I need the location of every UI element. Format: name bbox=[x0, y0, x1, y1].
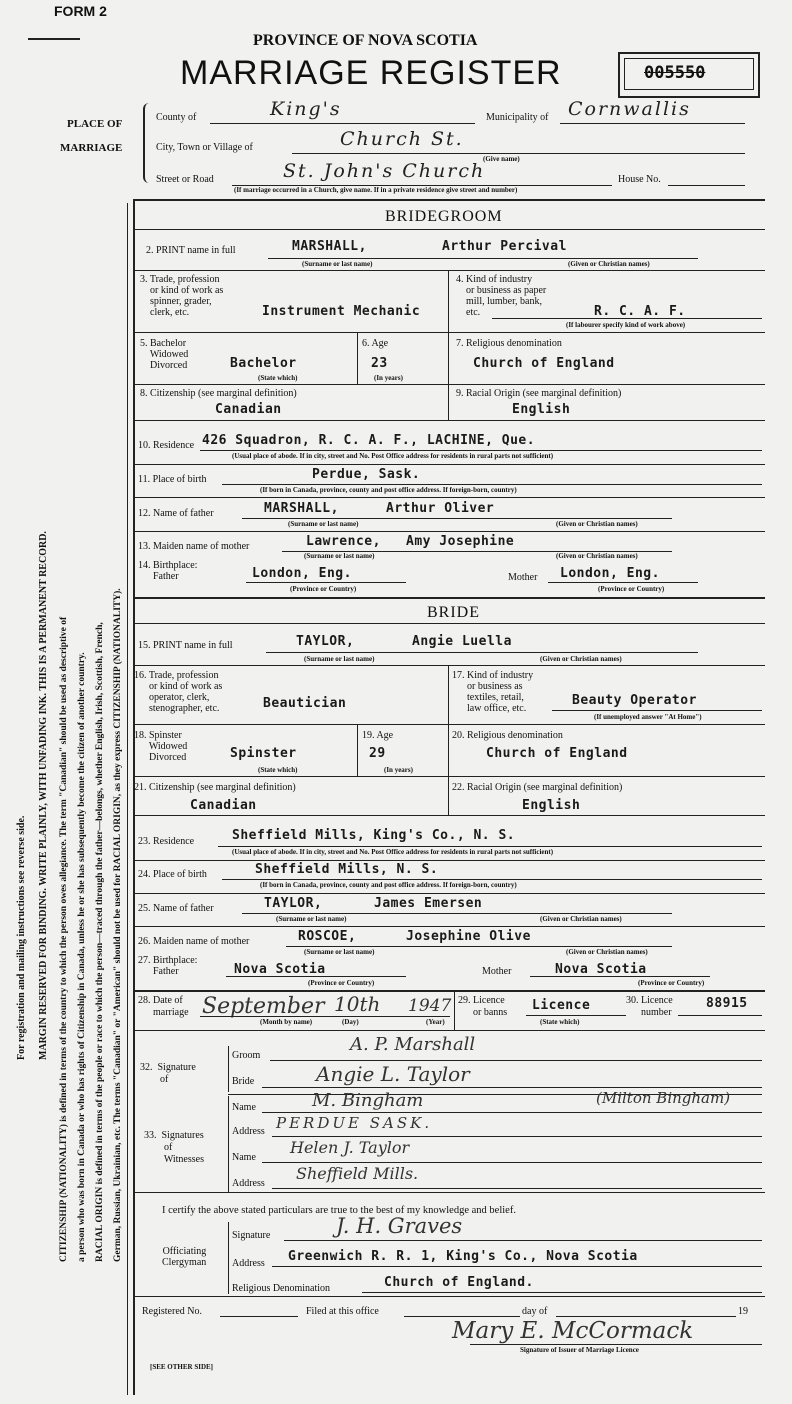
certify-statement: I certify the above stated particulars are true to the best of my knowledge and belief. bbox=[162, 1205, 516, 1216]
year-caption: (Year) bbox=[426, 1018, 445, 1026]
county-label: County of bbox=[156, 112, 197, 123]
marriage-day: 10th bbox=[334, 992, 381, 1016]
denomination-line bbox=[362, 1292, 762, 1293]
filed-line bbox=[404, 1316, 520, 1317]
margin-instructions: For registration and mailing instructions see reverse side. bbox=[16, 815, 27, 1060]
bride-bp-mother-cap: (Province or Country) bbox=[638, 979, 705, 987]
groom-mother-label: 13. Maiden name of mother bbox=[138, 541, 250, 552]
municipality-line bbox=[560, 123, 745, 124]
form-number: FORM 2 bbox=[54, 3, 107, 19]
month-caption: (Month by name) bbox=[260, 1018, 313, 1026]
page-title: MARRIAGE REGISTER bbox=[180, 54, 562, 92]
registered-no-label: Registered No. bbox=[142, 1306, 202, 1317]
issuer-caption: Signature of Issuer of Marriage Licence bbox=[520, 1346, 639, 1354]
street-value: St. John's Church bbox=[283, 160, 486, 182]
w1-name-line bbox=[262, 1112, 762, 1113]
bride-residence-value: Sheffield Mills, King's Co., N. S. bbox=[232, 828, 516, 843]
groom-rule-4 bbox=[133, 384, 765, 385]
bride-racial-value: English bbox=[522, 798, 581, 813]
form-top-border bbox=[133, 199, 765, 201]
bride-bp-father-line bbox=[226, 976, 406, 977]
bride-rule-1 bbox=[133, 623, 765, 624]
bride-birthplace-note: (If born in Canada, province, county and post office address. If foreign-born, country) bbox=[260, 881, 517, 889]
bride-residence-label: 23. Residence bbox=[138, 836, 195, 847]
groom-father-surname: MARSHALL, bbox=[264, 501, 339, 516]
groom-sig-label: Groom bbox=[232, 1050, 261, 1061]
marriage-year: 1947 bbox=[408, 996, 452, 1016]
bride-sig-label: Bride bbox=[232, 1076, 255, 1087]
witness-rule bbox=[133, 1192, 765, 1193]
witness2-address: Sheffield Mills. bbox=[296, 1164, 419, 1183]
groom-industry-note: (If labourer specify kind of work above) bbox=[566, 321, 686, 329]
date-licence-divider bbox=[454, 990, 455, 1030]
groom-bp-label: 14. Birthplace: Father bbox=[138, 560, 198, 582]
groom-bp-mother: London, Eng. bbox=[560, 566, 660, 581]
street-label: Street or Road bbox=[156, 174, 214, 185]
groom-surname-caption: (Surname or last name) bbox=[302, 260, 373, 268]
form-inner-left bbox=[127, 203, 128, 1395]
bride-rule-4 bbox=[133, 776, 765, 777]
groom-surname: MARSHALL, bbox=[292, 239, 367, 254]
bride-rule-top bbox=[133, 597, 765, 599]
bride-bp-father: Nova Scotia bbox=[234, 962, 326, 977]
margin-binding-note: MARGIN RESERVED FOR BINDING. WRITE PLAINLY, WITH UNFADING INK. THIS IS A PERMANENT RECORD. bbox=[38, 531, 49, 1060]
groom-age-caption: (In years) bbox=[374, 374, 403, 382]
groom-status-value: Bachelor bbox=[230, 356, 297, 371]
witness2-name: Helen J. Taylor bbox=[290, 1138, 410, 1157]
bride-religion-label: 20. Religious denomination bbox=[452, 730, 563, 741]
bride-citizenship-value: Canadian bbox=[190, 798, 257, 813]
margin-citizenship-def-2: a person who was born in Canada or who has rights of Citizenship in Canada, unless he or she has subsequently become the citizen of another country. bbox=[77, 652, 87, 1262]
groom-rule-6 bbox=[133, 464, 765, 465]
bride-surname-caption: (Surname or last name) bbox=[304, 655, 375, 663]
groom-bp-father-cap: (Province or Country) bbox=[290, 585, 357, 593]
groom-residence-label: 10. Residence bbox=[138, 440, 195, 451]
groom-mother-surname: Lawrence, bbox=[306, 534, 381, 549]
licence-line bbox=[526, 1015, 626, 1016]
groom-rule-2 bbox=[133, 270, 765, 271]
groom-divider-5-6 bbox=[357, 332, 358, 384]
year-19-label: 19 bbox=[738, 1306, 748, 1317]
groom-racial-label: 9. Racial Origin (see marginal definition) bbox=[456, 388, 622, 399]
bride-age-value: 29 bbox=[369, 746, 386, 761]
bride-father-line bbox=[242, 913, 672, 914]
officiating-label: Officiating Clergyman bbox=[162, 1246, 207, 1268]
register-number-box bbox=[618, 52, 760, 98]
bride-trade-value: Beautician bbox=[263, 696, 347, 711]
licence-number-label: 30. Licence number bbox=[626, 995, 673, 1018]
licence-number-value: 88915 bbox=[706, 996, 748, 1011]
w1-address-label: Address bbox=[232, 1126, 265, 1137]
city-line bbox=[292, 153, 745, 154]
bride-father-given-cap: (Given or Christian names) bbox=[540, 915, 622, 923]
bride-given-caption: (Given or Christian names) bbox=[540, 655, 622, 663]
clergy-signature-label: Signature bbox=[232, 1230, 271, 1241]
marriage-date-label: 28. Date of marriage bbox=[138, 995, 189, 1018]
groom-bp-father-line bbox=[246, 582, 406, 583]
groom-mother-surname-cap: (Surname or last name) bbox=[304, 552, 375, 560]
groom-industry-value: R. C. A. F. bbox=[594, 304, 686, 319]
w2-name-line bbox=[262, 1162, 762, 1163]
bride-mother-line bbox=[286, 946, 672, 947]
form-number-rule bbox=[28, 38, 80, 40]
groom-rule-8 bbox=[133, 531, 765, 532]
clergy-rule bbox=[133, 1296, 765, 1297]
issuer-sig-line bbox=[470, 1344, 762, 1345]
witnesses-label: 33. Signatures of Witnesses bbox=[144, 1130, 204, 1165]
city-label: City, Town or Village of bbox=[156, 142, 253, 153]
bride-sig-line bbox=[262, 1087, 762, 1088]
bride-rule-2 bbox=[133, 665, 765, 666]
margin-racial-def: RACIAL ORIGIN is defined in terms of the people or race to which the person—traced through the father—belongs, whether English, Irish, Scottish, French, bbox=[95, 622, 105, 1262]
groom-industry-line bbox=[492, 318, 762, 319]
groom-age-value: 23 bbox=[371, 356, 388, 371]
bride-citizenship-label: 21. Citizenship (see marginal definition) bbox=[134, 782, 296, 793]
day-caption: (Day) bbox=[342, 1018, 359, 1026]
groom-rule-7 bbox=[133, 497, 765, 498]
bride-bp-mother: Nova Scotia bbox=[555, 962, 647, 977]
bride-rule-5 bbox=[133, 815, 765, 816]
margin-racial-def-2: German, Russian, Ukrainian, etc. The terms "Canadian" or "American" should not be used for RACIAL ORIGIN, as they express CITIZENSHIP (NATIONALITY). bbox=[113, 588, 123, 1262]
bride-industry-note: (If unemployed answer "At Home") bbox=[594, 713, 702, 721]
bride-heading: BRIDE bbox=[427, 604, 480, 621]
groom-divider-3-4 bbox=[448, 270, 449, 420]
bride-residence-note: (Usual place of abode. If in city, street and No. Post Office address for residents in rural parts not sufficient) bbox=[232, 848, 554, 856]
groom-rule-3 bbox=[133, 332, 765, 333]
bride-industry-value: Beauty Operator bbox=[572, 693, 697, 708]
witness1-name: M. Bingham bbox=[312, 1090, 424, 1111]
form-left-border bbox=[133, 200, 135, 1395]
groom-bp-mother-cap: (Province or Country) bbox=[598, 585, 665, 593]
street-note: (If marriage occurred in a Church, give name. If in a private residence give street and number) bbox=[234, 186, 518, 194]
give-name-caption: (Give name) bbox=[483, 155, 520, 163]
groom-age-label: 6. Age bbox=[362, 338, 389, 349]
place-brace bbox=[143, 103, 153, 183]
marriage-date-line bbox=[200, 1016, 450, 1017]
bridegroom-heading: BRIDEGROOM bbox=[385, 208, 503, 225]
clergy-address-line bbox=[272, 1266, 762, 1267]
bride-industry-line bbox=[552, 710, 762, 711]
groom-industry-label: 4. Kind of industry or business as paper mill, lumber, bank, etc. bbox=[456, 274, 547, 318]
bride-birthplace-value: Sheffield Mills, N. S. bbox=[255, 862, 439, 877]
groom-bp-mother-line bbox=[548, 582, 698, 583]
municipality-value: Cornwallis bbox=[568, 98, 691, 120]
marriage-month: September bbox=[202, 994, 325, 1019]
bride-age-label: 19. Age bbox=[362, 730, 394, 741]
bride-industry-label: 17. Kind of industry or business as textiles, retail, law office, etc. bbox=[452, 670, 534, 714]
county-value: King's bbox=[270, 98, 342, 120]
w2-address-label: Address bbox=[232, 1178, 265, 1189]
clergy-sig-line bbox=[284, 1240, 762, 1241]
bride-divider-18-19 bbox=[357, 724, 358, 776]
signature-of-label: 32. Signature of bbox=[140, 1062, 196, 1085]
bride-father-label: 25. Name of father bbox=[138, 903, 214, 914]
bride-mother-surname: ROSCOE, bbox=[298, 929, 357, 944]
groom-father-label: 12. Name of father bbox=[138, 508, 214, 519]
groom-birthplace-label: 11. Place of birth bbox=[138, 474, 207, 485]
w2-address-line bbox=[272, 1188, 762, 1189]
province-heading: PROVINCE OF NOVA SCOTIA bbox=[253, 32, 478, 49]
issuer-signature: Mary E. McCormack bbox=[452, 1318, 694, 1344]
groom-mother-given: Amy Josephine bbox=[406, 534, 515, 549]
bride-mother-given: Josephine Olive bbox=[406, 929, 531, 944]
date-rule-top bbox=[133, 990, 765, 992]
bride-given: Angie Luella bbox=[412, 634, 512, 649]
groom-print-label: 2. PRINT name in full bbox=[146, 245, 236, 256]
groom-status-label: 5. Bachelor Widowed Divorced bbox=[140, 338, 189, 371]
bride-rule-8 bbox=[133, 926, 765, 927]
groom-religion-value: Church of England bbox=[473, 356, 615, 371]
witness1-note: (Milton Bingham) bbox=[596, 1089, 731, 1107]
house-label: House No. bbox=[618, 174, 661, 185]
bride-birthplace-line bbox=[222, 879, 762, 880]
groom-residence-value: 426 Squadron, R. C. A. F., LACHINE, Que. bbox=[202, 433, 536, 448]
bride-father-surname: TAYLOR, bbox=[264, 896, 323, 911]
groom-father-surname-cap: (Surname or last name) bbox=[288, 520, 359, 528]
register-number: 005550 bbox=[644, 63, 706, 83]
groom-father-given: Arthur Oliver bbox=[386, 501, 495, 516]
groom-trade-value: Instrument Mechanic bbox=[262, 304, 421, 319]
bride-surname: TAYLOR, bbox=[296, 634, 355, 649]
county-line bbox=[210, 123, 475, 124]
groom-citizenship-value: Canadian bbox=[215, 402, 282, 417]
denomination-label: Religious Denomination bbox=[232, 1283, 331, 1294]
bride-racial-label: 22. Racial Origin (see marginal definition) bbox=[452, 782, 623, 793]
licence-value: Licence bbox=[532, 998, 591, 1013]
bride-residence-line bbox=[218, 846, 762, 847]
licence-caption: (State which) bbox=[540, 1018, 580, 1026]
groom-racial-value: English bbox=[512, 402, 571, 417]
bride-age-caption: (In years) bbox=[384, 766, 413, 774]
bride-rule-3 bbox=[133, 724, 765, 725]
groom-status-caption: (State which) bbox=[258, 374, 298, 382]
bride-bp-mother-line bbox=[530, 976, 710, 977]
groom-bp-father: London, Eng. bbox=[252, 566, 352, 581]
groom-rule-5 bbox=[133, 420, 765, 421]
see-other-side: [SEE OTHER SIDE] bbox=[150, 1363, 214, 1371]
witness1-address: PERDUE SASK. bbox=[276, 1114, 433, 1132]
clergy-address: Greenwich R. R. 1, King's Co., Nova Scotia bbox=[288, 1249, 638, 1264]
bride-trade-label: 16. Trade, profession or kind of work as operator, clerk, stenographer, etc. bbox=[134, 670, 223, 714]
date-rule-bottom bbox=[133, 1030, 765, 1031]
w1-name-label: Name bbox=[232, 1102, 256, 1113]
bride-father-given: James Emersen bbox=[374, 896, 483, 911]
city-value: Church St. bbox=[340, 128, 464, 150]
clergy-address-label: Address bbox=[232, 1258, 265, 1269]
clergy-signature: J. H. Graves bbox=[336, 1214, 463, 1238]
groom-signature: A. P. Marshall bbox=[350, 1034, 476, 1055]
day-of-line bbox=[556, 1316, 736, 1317]
groom-father-given-cap: (Given or Christian names) bbox=[556, 520, 638, 528]
groom-birthplace-value: Perdue, Sask. bbox=[312, 467, 421, 482]
w2-name-label: Name bbox=[232, 1152, 256, 1163]
house-line bbox=[668, 185, 745, 186]
bride-signature: Angie L. Taylor bbox=[316, 1062, 470, 1086]
groom-sig-line bbox=[270, 1060, 762, 1061]
groom-mother-given-cap: (Given or Christian names) bbox=[556, 552, 638, 560]
bride-father-surname-cap: (Surname or last name) bbox=[276, 915, 347, 923]
bride-status-caption: (State which) bbox=[258, 766, 298, 774]
place-of-marriage-label: PLACE OF MARRIAGE bbox=[60, 118, 123, 154]
bride-mother-label: 26. Maiden name of mother bbox=[138, 936, 250, 947]
bride-status-value: Spinster bbox=[230, 746, 297, 761]
licence-number-line bbox=[678, 1015, 762, 1016]
groom-given-caption: (Given or Christian names) bbox=[568, 260, 650, 268]
bride-name-line bbox=[266, 652, 698, 653]
bride-bp-father-cap: (Province or Country) bbox=[308, 979, 375, 987]
bride-bp-label: 27. Birthplace: Father bbox=[138, 955, 198, 977]
denomination-value: Church of England. bbox=[384, 1275, 534, 1290]
filed-label: Filed at this office bbox=[306, 1306, 379, 1317]
licence-label: 29. Licence or banns bbox=[458, 995, 508, 1018]
margin-citizenship-def: CITIZENSHIP (NATIONALITY) is defined in terms of the country to which the person owes allegiance. The term "Canadian" should be used as descriptive of bbox=[59, 616, 69, 1262]
groom-birthplace-note: (If born in Canada, province, county and post office address. If foreign-born, country) bbox=[260, 486, 517, 494]
bride-mother-surname-cap: (Surname or last name) bbox=[304, 948, 375, 956]
bride-rule-7 bbox=[133, 893, 765, 894]
groom-given: Arthur Percival bbox=[442, 239, 567, 254]
registered-no-line bbox=[220, 1316, 298, 1317]
groom-residence-note: (Usual place of abode. If in city, street and No. Post Office address for residents in rural parts not sufficient) bbox=[232, 452, 554, 460]
bride-divider-16-17 bbox=[448, 665, 449, 815]
bride-birthplace-label: 24. Place of birth bbox=[138, 869, 207, 880]
groom-residence-line bbox=[200, 450, 762, 451]
bride-print-label: 15. PRINT name in full bbox=[138, 640, 233, 651]
w1-address-line bbox=[272, 1136, 762, 1137]
bride-mother-given-cap: (Given or Christian names) bbox=[566, 948, 648, 956]
day-of-label: day of bbox=[522, 1306, 548, 1317]
bride-religion-value: Church of England bbox=[486, 746, 628, 761]
groom-religion-label: 7. Religious denomination bbox=[456, 338, 562, 349]
municipality-label: Municipality of bbox=[486, 112, 549, 123]
bride-rule-6 bbox=[133, 860, 765, 861]
groom-birthplace-line bbox=[222, 484, 762, 485]
groom-trade-label: 3. Trade, profession or kind of work as spinner, grader, clerk, etc. bbox=[140, 274, 224, 318]
bride-bp-mother-label: Mother bbox=[482, 966, 512, 977]
groom-bp-mother-label: Mother bbox=[508, 572, 538, 583]
bride-status-label: 18. Spinster Widowed Divorced bbox=[134, 730, 188, 763]
groom-father-line bbox=[242, 518, 672, 519]
groom-rule-top bbox=[133, 229, 765, 230]
groom-citizenship-label: 8. Citizenship (see marginal definition) bbox=[140, 388, 297, 399]
groom-name-line bbox=[268, 258, 698, 259]
